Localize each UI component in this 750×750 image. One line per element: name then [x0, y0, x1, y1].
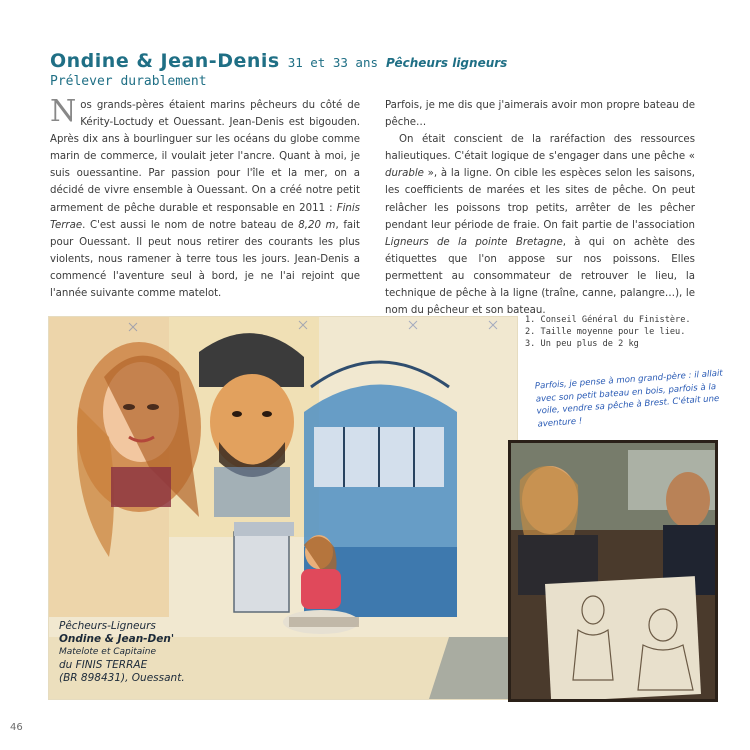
- left-text-column: [50, 94, 360, 302]
- handwritten-note: Parfois, je pense à mon grand-père : il allait avec son petit bateau en bois, parfois à la voile, vendre sa pêche à Brest. C'était une aventure !: [534, 368, 724, 430]
- drop-cap: N: [50, 94, 77, 129]
- title-line: [50, 50, 710, 72]
- left-text-c: , fait pour Ouessant. Il peut nous retirer des courants les plus violents, nous ramener à terre tous les jours. Jean-Denis a commencé l'aventure seul à bord, je ne l'ai rejoint que l'année suivante comme matelot.: [50, 219, 360, 300]
- article-subtitle: Prélever durablement: [50, 74, 207, 89]
- durable-italic: durable: [385, 168, 424, 180]
- right-paragraph-2: [385, 131, 695, 319]
- left-paragraph-1: [50, 94, 360, 302]
- caption-line-4: du FINIS TERRAE: [59, 659, 148, 671]
- right-text-b: », à la ligne. On cible les espèces selon les saisons, les coefficients de marées et les sites de pêche. On peut relâcher les poissons trop petits, arrêter de les pêcher pendant leur période de fraie. On fait partie de l'association: [385, 168, 695, 231]
- photo-image: [508, 440, 718, 702]
- right-text-c: , à qui on achète des étiquettes que l'on appose sur nos poissons. Elles permettent au consommateur de retrouver le lieu, la technique de pêche à la ligne (traîne, canne, palangre…), le nom du pêcheur et son bateau.: [385, 236, 695, 317]
- caption-line-1: Pêcheurs-Ligneurs: [59, 620, 156, 632]
- footnote-1: 1. Conseil Général du Finistère.: [525, 315, 691, 325]
- caption-line-2: Ondine & Jean-Den': [59, 633, 175, 645]
- illustration-caption: [59, 620, 185, 685]
- boat-name-italic: Finis Terrae: [50, 202, 360, 231]
- right-text-column: [385, 97, 695, 319]
- photo-with-sketch: [508, 440, 718, 702]
- left-text-a: os grands-pères étaient marins pêcheurs du côté de Kérity-Loctudy et Ouessant. Jean-Denis est bigouden. Après dix ans à bourlinguer sur les océans du globe comme marin de commerce, il voulait jeter l'ancre. Quant à moi, je suis ouessantine. Par passion pour l'île et la mer, on a décidé de vivre ensemble à Ouessant. On a créé notre petit armement de pêche durable et responsable en 2011 :: [50, 100, 360, 214]
- association-italic: Ligneurs de la pointe Bretagne: [385, 236, 563, 248]
- footnote-2: 2. Taille moyenne pour le lieu.: [525, 327, 686, 337]
- caption-line-5: (BR 898431), Ouessant.: [59, 672, 185, 684]
- footnote-3: 3. Un peu plus de 2 kg: [525, 339, 639, 349]
- right-paragraph-1: Parfois, je me dis que j'aimerais avoir mon propre bateau de pêche…: [385, 100, 695, 129]
- ages-label: 31 et 33 ans: [287, 55, 379, 70]
- role-label: Pêcheurs ligneurs: [386, 56, 508, 70]
- article-title: Ondine & Jean-Denis: [50, 50, 280, 72]
- boat-length-italic: 8,20 m: [298, 219, 336, 231]
- left-text-b: . C'est aussi le nom de notre bateau de: [82, 219, 299, 231]
- caption-line-3: Matelote et Capitaine: [59, 647, 157, 657]
- article-header: [50, 50, 710, 89]
- right-text-a: On était conscient de la raréfaction des ressources halieutiques. C'était logique de s'engager dans une pêche «: [385, 134, 695, 163]
- footnotes: [525, 314, 691, 350]
- watercolor-illustration: [48, 316, 518, 700]
- page-number: 46: [10, 722, 23, 733]
